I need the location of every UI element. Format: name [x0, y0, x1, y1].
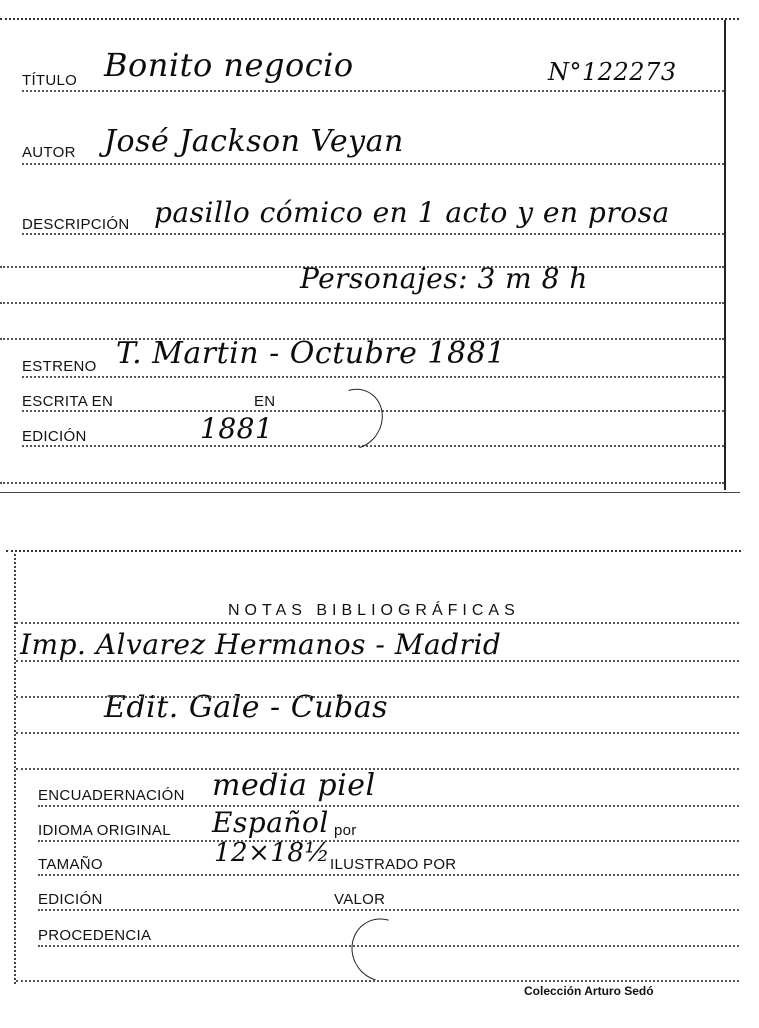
card-cut-line [0, 492, 740, 493]
descripcion-label: DESCRIPCIÓN [22, 216, 130, 233]
notas-line-3 [16, 696, 739, 698]
notas-line-4 [16, 732, 739, 734]
punch-hole-mark [314, 378, 393, 460]
idioma-line [38, 840, 739, 842]
blank-line-2 [0, 302, 724, 304]
catalog-card-front [0, 0, 759, 500]
encuadernacion-value: media piel [212, 768, 376, 803]
edicion-line [22, 445, 724, 447]
card-top-edge [0, 18, 739, 20]
autor-line [22, 163, 724, 165]
bottom-line [16, 980, 739, 982]
edicion-line [38, 909, 739, 911]
idioma-value: Español [212, 806, 329, 839]
nota-line-2: Edit. Gale - Cubas [104, 690, 388, 725]
tamano-line [38, 874, 739, 876]
autor-label: AUTOR [22, 144, 76, 161]
nota-line-1: Imp. Alvarez Hermanos - Madrid [20, 628, 502, 661]
titulo-value: Bonito negocio [104, 46, 354, 84]
notas-line-5 [16, 768, 739, 770]
edicion-label: EDICIÓN [38, 891, 103, 908]
estreno-label: ESTRENO [22, 358, 97, 375]
por-label: por [334, 822, 357, 839]
en-label: EN [254, 393, 276, 410]
notas-heading: NOTAS BIBLIOGRÁFICAS [228, 602, 520, 619]
bottom-line [0, 482, 724, 484]
edicion-value: 1881 [200, 412, 274, 445]
estreno-line [22, 376, 724, 378]
personajes-value: Personajes: 3 m 8 h [300, 262, 588, 295]
collection-footer: Colección Arturo Sedó [524, 984, 654, 998]
card-top-edge [6, 550, 741, 552]
escrita-label: ESCRITA EN [22, 393, 114, 410]
tamano-value: 12×18½ [214, 838, 331, 868]
estreno-value: T. Martin - Octubre 1881 [116, 336, 506, 371]
titulo-line [22, 90, 724, 92]
encuadernacion-line [38, 805, 739, 807]
titulo-label: TÍTULO [22, 72, 78, 89]
notas-line-1 [16, 622, 739, 624]
tamano-label: TAMAÑO [38, 856, 103, 873]
procedencia-label: PROCEDENCIA [38, 927, 152, 944]
descripcion-line [22, 233, 724, 235]
numero-value: N°122273 [548, 58, 677, 86]
valor-label: VALOR [334, 891, 386, 908]
catalog-card-back [0, 540, 759, 1028]
autor-value: José Jackson Veyan [104, 124, 404, 159]
notas-line-2 [16, 660, 739, 662]
ilustrado-label: ILUSTRADO POR [330, 856, 457, 873]
encuadernacion-label: ENCUADERNACIÓN [38, 787, 185, 804]
edicion-label: EDICIÓN [22, 428, 87, 445]
descripcion-value: pasillo cómico en 1 acto y en prosa [154, 196, 670, 229]
idioma-label: IDIOMA ORIGINAL [38, 822, 171, 839]
card-right-edge [724, 20, 726, 490]
